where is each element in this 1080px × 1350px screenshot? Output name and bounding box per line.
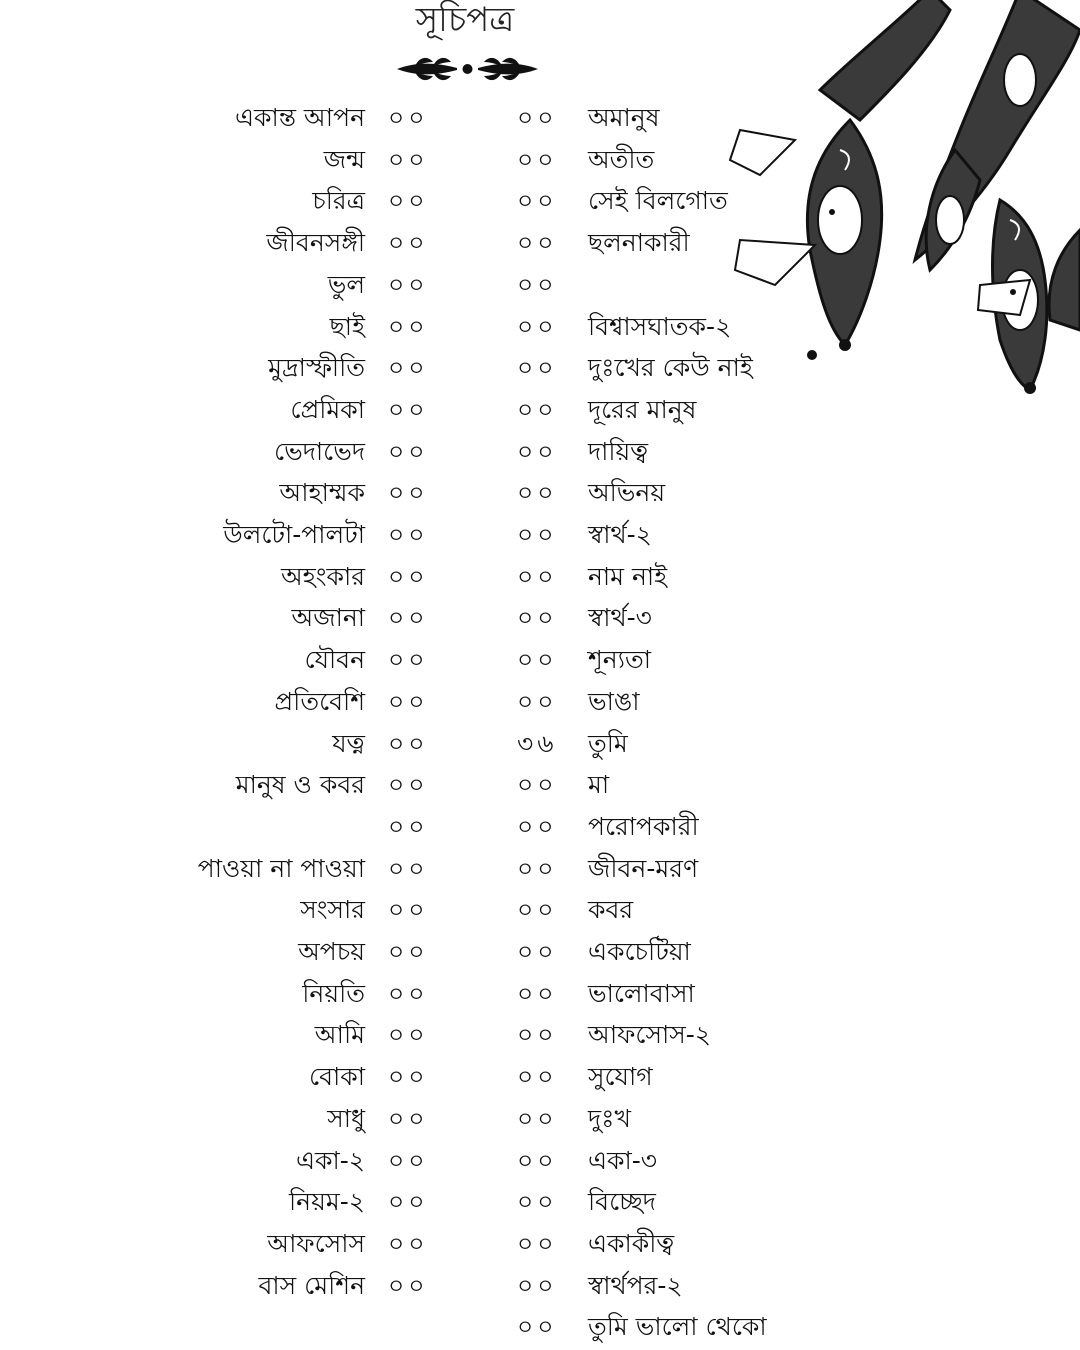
toc-left-page-number[interactable]: ০০ [388,395,429,424]
toc-right-page-number[interactable]: ০০ [517,562,558,591]
toc-right-page-number[interactable]: ০০ [517,437,558,466]
toc-right-page-number[interactable]: ০০ [517,603,558,632]
toc-right-page-number[interactable]: ০০ [517,812,558,841]
toc-left-page-number[interactable]: ০০ [388,478,429,507]
toc-left-page-number[interactable]: ০০ [388,645,429,674]
toc-right-page-number[interactable]: ০০ [517,353,558,382]
toc-right-title[interactable]: তুমি ভালো থেকো [588,1312,767,1341]
toc-left-page-number[interactable]: ০০ [388,603,429,632]
toc-right-title[interactable]: দায়িত্ব [588,437,649,466]
toc-left-page-number[interactable]: ০০ [388,145,429,174]
toc-row [0,806,1080,848]
toc-left-title[interactable]: নিয়ম-২ [289,1187,365,1216]
toc-right-page-number[interactable]: ০০ [517,186,558,215]
toc-right-page-number[interactable]: ০০ [517,103,558,132]
toc-left-page-number[interactable]: ০০ [388,687,429,716]
toc-row [0,597,1080,639]
toc-right-page-number[interactable]: ০০ [517,520,558,549]
toc-left-title[interactable]: একান্ত আপন [235,103,365,132]
toc-left-page-number[interactable]: ০০ [388,770,429,799]
toc-right-title[interactable]: ভাঙা [588,687,640,716]
toc-right-title[interactable]: অভিনয় [588,478,666,507]
toc-row [0,180,1080,222]
toc-left-page-number[interactable]: ০০ [388,353,429,382]
toc-row [0,681,1080,723]
toc-right-title[interactable]: দুঃখ [588,1104,631,1133]
toc-row [0,1265,1080,1307]
toc-right-page-number[interactable]: ০০ [517,270,558,299]
toc-right-title[interactable]: কবর [588,895,634,924]
floral-divider-icon [395,54,540,84]
toc-row [0,472,1080,514]
toc-left-title[interactable]: অজানা [291,603,365,632]
toc-right-page-number[interactable]: ০০ [517,937,558,966]
toc-right-page-number[interactable]: ০০ [517,854,558,883]
toc-right-title[interactable]: স্বার্থ-৩ [588,603,652,632]
toc-left-title[interactable]: ভেদাভেদ [274,437,365,466]
toc-right-title[interactable]: একাকীত্ব [588,1229,675,1258]
toc-left-title[interactable]: আহাম্মক [279,478,365,507]
toc-row [0,514,1080,556]
toc-right-page-number[interactable]: ০০ [517,1104,558,1133]
toc-left-page-number[interactable]: ০০ [388,270,429,299]
toc-left-page-number[interactable]: ০০ [388,812,429,841]
toc-left-page-number[interactable]: ০০ [388,937,429,966]
toc-left-page-number[interactable]: ০০ [388,1104,429,1133]
toc-right-page-number[interactable]: ০০ [517,478,558,507]
toc-row [0,1181,1080,1223]
toc-right-title[interactable]: শূন্যতা [588,645,651,674]
toc-left-page-number[interactable]: ০০ [388,979,429,1008]
toc-right-title[interactable]: জীবন-মরণ [588,854,699,883]
toc-row [0,1098,1080,1140]
toc-right-title[interactable]: সুযোগ [588,1062,653,1091]
toc-right-title[interactable]: স্বার্থ-২ [588,520,652,549]
toc-left-title[interactable]: মানুষ ও কবর [235,770,365,799]
toc-left-page-number[interactable]: ০০ [388,1187,429,1216]
toc-left-page-number[interactable]: ০০ [388,1146,429,1175]
toc-left-title[interactable]: প্রেমিকা [290,395,365,424]
toc-left-page-number[interactable]: ০০ [388,854,429,883]
toc-left-page-number[interactable]: ০০ [388,312,429,341]
toc-right-page-number[interactable]: ০০ [517,979,558,1008]
toc-row [0,764,1080,806]
toc-right-title[interactable]: দূরের মানুষ [588,395,697,424]
toc-left-title[interactable]: যৌবন [304,645,365,674]
toc-left-page-number[interactable]: ০০ [388,1020,429,1049]
toc-right-page-number[interactable]: ০০ [517,1020,558,1049]
toc-right-page-number[interactable]: ০০ [517,1229,558,1258]
toc-row [0,222,1080,264]
toc-right-title[interactable]: একা-৩ [588,1146,658,1175]
toc-right-title[interactable]: ভালোবাসা [588,979,695,1008]
toc-left-title[interactable]: ছাই [329,312,365,341]
toc-left-page-number[interactable]: ০০ [388,1271,429,1300]
toc-right-title[interactable]: মা [588,770,610,799]
toc-left-title[interactable]: সাধু [327,1104,365,1133]
toc-left-title[interactable]: বোকা [308,1062,365,1091]
toc-row [0,264,1080,306]
toc-right-title[interactable]: তুমি [588,729,628,758]
toc-left-title[interactable]: উলটো-পালটা [223,520,365,549]
toc-right-title[interactable]: বিশ্বাসঘাতক-২ [588,312,732,341]
toc-right-page-number[interactable]: ০০ [517,1271,558,1300]
toc-right-title[interactable]: বিচ্ছেদ [588,1187,656,1216]
toc-right-page-number[interactable]: ০০ [517,1187,558,1216]
toc-right-page-number[interactable]: ০০ [517,645,558,674]
toc-right-page-number[interactable]: ০০ [517,395,558,424]
toc-row [0,347,1080,389]
toc-right-page-number[interactable]: ০০ [517,770,558,799]
toc-right-title[interactable]: দুঃখের কেউ নাই [588,353,753,382]
toc-left-page-number[interactable]: ০০ [388,1062,429,1091]
toc-row [0,973,1080,1015]
toc-left-title[interactable]: মুদ্রাস্ফীতি [268,353,365,382]
toc-right-title[interactable]: ছলনাকারী [588,228,690,257]
toc-right-page-number[interactable]: ০০ [517,1146,558,1175]
toc-right-title[interactable]: সেই বিলগোত [588,186,728,215]
toc-row [0,389,1080,431]
toc-left-title[interactable]: জন্ম [323,145,365,174]
toc-right-page-number[interactable]: ০০ [517,228,558,257]
toc-row [0,1140,1080,1182]
toc-row [0,556,1080,598]
toc-left-title[interactable]: বাস মেশিন [258,1271,365,1300]
toc-left-page-number[interactable]: ০০ [388,103,429,132]
toc-left-page-number[interactable]: ০০ [388,186,429,215]
toc-left-title[interactable]: একা-২ [295,1146,365,1175]
toc-right-page-number[interactable]: ০০ [517,1062,558,1091]
toc-left-page-number[interactable]: ০০ [388,562,429,591]
toc-row [0,431,1080,473]
toc-row [0,1306,1080,1348]
toc-row [0,306,1080,348]
toc-left-title[interactable]: ভুল [327,270,365,299]
toc-left-page-number[interactable]: ০০ [388,520,429,549]
toc-row [0,1056,1080,1098]
toc-row [0,97,1080,139]
toc-row [0,931,1080,973]
toc-left-page-number[interactable]: ০০ [388,729,429,758]
toc-right-page-number[interactable]: ০০ [517,1312,558,1341]
toc-left-title[interactable]: চরিত্র [312,186,365,215]
toc-right-page-number[interactable]: ০০ [517,895,558,924]
toc-left-title[interactable]: প্রতিবেশি [274,687,365,716]
toc-right-page-number[interactable]: ৩৬ [517,729,558,758]
toc-left-title[interactable]: অহংকার [280,562,365,591]
toc-row [0,848,1080,890]
toc-left-title[interactable]: অপচয় [298,937,365,966]
toc-row [0,639,1080,681]
toc-left-page-number[interactable]: ০০ [388,895,429,924]
toc-right-title[interactable]: নাম নাই [588,562,668,591]
toc-left-title[interactable]: সংসার [300,895,365,924]
toc-right-title[interactable]: একচেটিয়া [588,937,691,966]
toc-left-page-number[interactable]: ০০ [388,437,429,466]
page-title: সূচিপত্র [415,0,515,40]
toc-right-title[interactable]: স্বার্থপর-২ [588,1271,683,1300]
toc-right-page-number[interactable]: ০০ [517,687,558,716]
toc-right-title[interactable]: আফসোস-২ [588,1020,712,1049]
toc-left-title[interactable]: পাওয়া না পাওয়া [197,854,365,883]
toc-row [0,139,1080,181]
toc-right-title[interactable]: অমানুষ [588,103,660,132]
toc-right-page-number[interactable]: ০০ [517,312,558,341]
toc-right-title[interactable]: পরোপকারী [588,812,699,841]
toc-row [0,889,1080,931]
toc-row [0,1014,1080,1056]
toc-left-title[interactable]: জীবনসঙ্গী [266,228,365,257]
toc-left-title[interactable]: আমি [314,1020,365,1049]
toc-left-title[interactable]: আফসোস [267,1229,365,1258]
toc-row [0,723,1080,765]
toc-right-page-number[interactable]: ০০ [517,145,558,174]
toc-left-title[interactable]: যত্ন [332,729,365,758]
toc-right-title[interactable]: অতীত [588,145,655,174]
toc-row [0,1223,1080,1265]
toc-left-page-number[interactable]: ০০ [388,1229,429,1258]
toc-left-page-number[interactable]: ০০ [388,228,429,257]
toc-left-title[interactable]: নিয়তি [302,979,365,1008]
